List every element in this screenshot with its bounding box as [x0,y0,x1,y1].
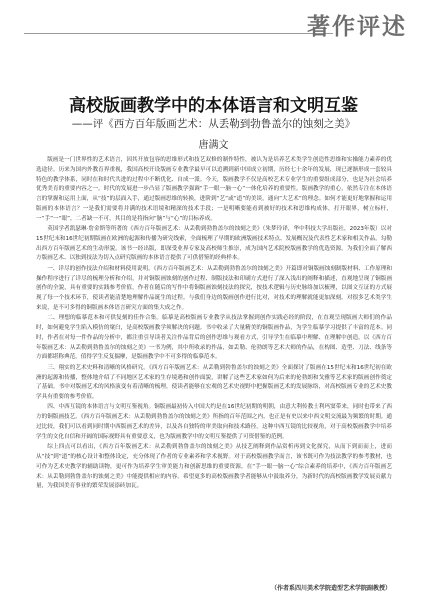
author-note: （作者系四川美术学院造型艺术学院副教授） [270,585,391,592]
paragraph: 四、中西互镜的本体语言与文明互鉴视角。铜版画最初传入中国大约是在16世纪初期的明朝，由意大利传教士利玛窦带来，同时也带来了西方的铜版画技艺。《西方百年版画艺术：从丢勒到勃鲁盖尔的蚀刻之美》所指的百年范围之内，也正是有史以来中西文明交流最为频繁的时期。通过比较，我们可以看到同时期中西版画艺术的差异，以及各自独特的审美取向和技术路径。这种中西互镜的比较视角，对于高校版画教学中培养学生的文化自信和开阔的国际视野具有重要意义，也为版画教学中的文明互鉴提供了可资借鉴的范例。 [36,404,392,440]
header-rule [24,33,333,34]
paragraph: 二、理想的临摹范本和可供复刻的佳作合集。临摹是高校版画专业教学从技法掌握到创作实践必经的阶段，在直观呈现版画大师们的作品时，如何避免学生陷入模仿的窠臼，是高校版画教学须解决的问题。书中收录了大量精美的铜版画作品，为学生临摹学习提供了丰富的范本。同时，作者在对每一件作品的分析中，都注重引导读者关注作品背后的创作思维与观看方式，引导学生在临摹中理解、在理解中创造。以《西方百年版画艺术：从丢勒到勃鲁盖尔的蚀刻之美》一书为例，其中所收录的作品，如丢勒、伦勃朗等艺术大师的作品，在构图、造型、刀法、线条等方面都堪称典范，值得学生反复揣摩，是版画教学中不可多得的临摹范本。 [36,315,392,361]
article-author: 唐满文 [198,140,229,151]
article-body [36,156,392,493]
section-tag: 著作评述 [307,13,407,40]
article-title: 高校版画教学中的本体语言和文明互鉴 [69,96,358,116]
paragraph: 三、翔实的艺术史料和清晰的风格研究。《西方百年版画艺术：从丢勒到勃鲁盖尔的蚀刻之美》全面探讨了版画在15世纪末和16世纪初在欧洲的起源和传播，整体地介绍了不同地区艺术家的生存境遇和创作面貌，讲解了这些艺术家如何为后来的伦勃朗和戈雅等艺术家的版画创作奠定了基础。书中对版画艺术的风格演变有着清晰的梳理，使读者能够在宏观的艺术史视野中把握版画艺术的发展脉络，对高校版画专业的艺术史教学具有重要的参考价值。 [36,364,392,401]
paragraph: 英国学者凯瑟琳·詹金斯等所著的《西方百年版画艺术：从丢勒到勃鲁盖尔的蚀刻之美》（朱梦玲译，华中科技大学出版社，2023年版）以对15世纪末和16世纪初期版画在欧洲的起源和传播为研究线索，全面梳理了早期的欧洲版画技术特点、发展概况及代表性艺术家和相关作品。勾勒出西方百年版画艺术的生动形貌。该书一经出版，即深受业界专家及高校师生推崇，成为国内艺术院校版画教学的优选资源。为我们全面了解西方版画艺术、以独到技法为切入点研究版画的本体语言提供了可供借鉴的经典样本。 [36,226,392,262]
paragraph: 综上四点可以看出，《西方百年版画艺术：从丢勒到勃鲁盖尔的蚀刻之美》从技艺阐释到作品赏析再到文化探究，从而下到而而上，进而从“技”到“道”的核心设计和整体设定，充分体现了作者的专业素养和学术视野。对于高校版画教学而言，该书既可作为技法教学的参考教材，也可作为艺术史教学的辅助读物，更可作为培养学生审美能力和创新思维的重要资源。在“手一眼一脑一心”综合素养的培养中，《西方百年版画艺术：从丢勒到勃鲁盖尔的蚀刻之美》中能提供相应的内容。希望更多的高校版画教学者能够从中汲取养分，为新时代的高校版画教学发展贡献力量，为我国美育事业的繁荣发展添砖加瓦。 [36,444,392,490]
paragraph: 版画是一门世界性的艺术语言，因其开放包容的思维形式和技艺双修的制作特性，被认为是培养艺术类学生创造性思维和实操能力素养的优选途径。历来为国内外教育界重视，我国高校开设版画专业教学最早可以追溯到新中国成立初期，历经七十余年的发展，现已逐渐形成一套较具特色的教学体系，同时在和时代共进的过程中不断优化、自成一派。今天，版画教学不仅是高校艺术专业学生的重要组成部分，也是为社会培养优秀美育的重要内容之一。时代的发展进一步凸显了版画教学强调“手一眼一脑一心”一体化培养的重要性。版画教学的重心，依然专注在本体语言的掌握和运用上面，从“技”的层面入手，通过版画思维的转换，进阶到“艺”或“道”的美谈，通向“大艺术”的理念。如何才能更好地掌握和运用版画的本体语言？一是我们需要将并满的技术语境和精深的技术手段；一是明晰要能看到被好的技术和思维构成体，打开眼界，树立标杆，一“手”一“眼”，二者缺一不可，其目的是将指向“脑”与“心”的目标养成。 [36,157,392,222]
paragraph: 一、详尽的创作技法介绍和材料使用说明。《西方百年版画艺术：从丢勒到勃鲁盖尔的蚀刻之美》开篇即对铜版画蚀刻制版材料、工作原理和操作程序进行了详尽的梳理分析和介绍，并对铜版画蚀刻的创作过程、制版技法和印刷方式进行了深入浅出的阐释和描述，直观地呈现了铜版画创作的全貌，具有重要的实践参考价值。作者在随后的写作中将铜版画蚀刻技法的探究，按技术逻辑与历史脉络加以梳理，以图文互证的方式展现了每一个技术环节，使读者能清楚地理解作品诞生的过程。与我们身边的版画创作进行比对，对技术的理解就能更加深刻。对很多艺术类学生来说，是不可多得的铜版画本体语言研究方面的集大成之作。 [36,265,392,311]
article-subtitle: ——评《西方百年版画艺术：从丢勒到勃鲁盖尔的蚀刻之美》 [71,118,356,130]
